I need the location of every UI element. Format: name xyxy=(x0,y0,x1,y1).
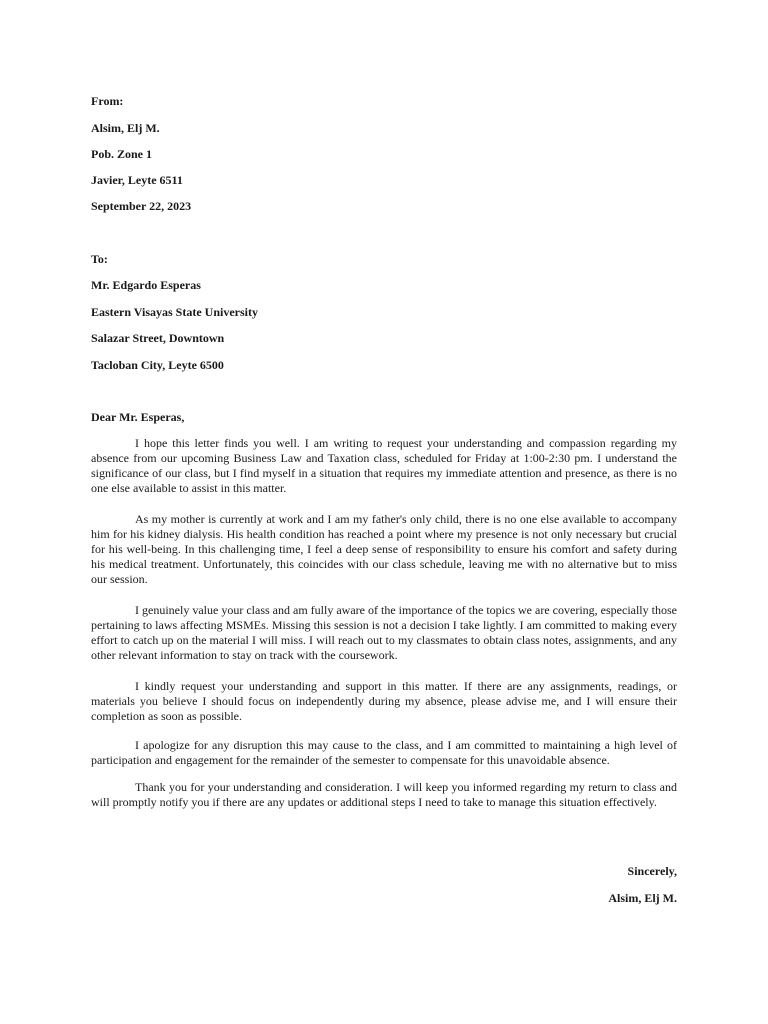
body-paragraph-2: As my mother is currently at work and I am my father's only child, there is no one else available to accompany him for his kidney dialysis. His health condition has reached a point where my presence is not only necessary but crucial for his well-being. In this challenging time, I feel a deep sense of responsibility to ensure his comfort and safety during his medical treatment. Unfortunately, this coincides with our class schedule, leaving me with no alternative but to miss our session. xyxy=(91,512,677,586)
body-paragraph-6: Thank you for your understanding and consideration. I will keep you informed regarding my return to class and will promptly notify you if there are any updates or additional steps I need to take to manage this situation effectively. xyxy=(91,780,677,809)
sender-name: Alsim, Elj M. xyxy=(91,121,160,135)
body-paragraph-3: I genuinely value your class and am fully aware of the importance of the topics we are covering, especially those pertaining to laws affecting MSMEs. Missing this session is not a decision I take lightly. I am committed to making every effort to catch up on the material I will miss. I will reach out to my classmates to obtain class notes, assignments, and any other relevant information to stay on track with the coursework. xyxy=(91,603,677,662)
recipient-street: Salazar Street, Downtown xyxy=(91,331,225,345)
body-paragraph-4: I kindly request your understanding and support in this matter. If there are any assignments, readings, or materials you believe I should focus on independently during my absence, please advise me, and I will ensure their completion as soon as possible. xyxy=(91,679,677,723)
to-label: To: xyxy=(91,252,108,266)
recipient-city: Tacloban City, Leyte 6500 xyxy=(91,358,224,372)
recipient-name: Mr. Edgardo Esperas xyxy=(91,278,201,292)
body-paragraph-1: I hope this letter finds you well. I am writing to request your understanding and compassion regarding my absence from our upcoming Business Law and Taxation class, scheduled for Friday at 1:00-2:30 pm. I understand the significance of our class, but I find myself in a situation that requires my immediate attention and presence, as there is no one else available to assist in this matter. xyxy=(91,436,677,495)
sender-address-line-1: Pob. Zone 1 xyxy=(91,147,153,161)
body-paragraph-5: I apologize for any disruption this may cause to the class, and I am committed to maintaining a high level of participation and engagement for the remainder of the semester to compensate for this unavoidable absence. xyxy=(91,738,677,767)
letter-date: September 22, 2023 xyxy=(91,199,192,213)
valediction: Sincerely, xyxy=(627,864,677,878)
signature-name: Alsim, Elj M. xyxy=(608,891,677,905)
from-label: From: xyxy=(91,94,124,108)
recipient-institution: Eastern Visayas State University xyxy=(91,305,258,319)
sender-address-line-2: Javier, Leyte 6511 xyxy=(91,173,183,187)
salutation: Dear Mr. Esperas, xyxy=(91,410,185,424)
